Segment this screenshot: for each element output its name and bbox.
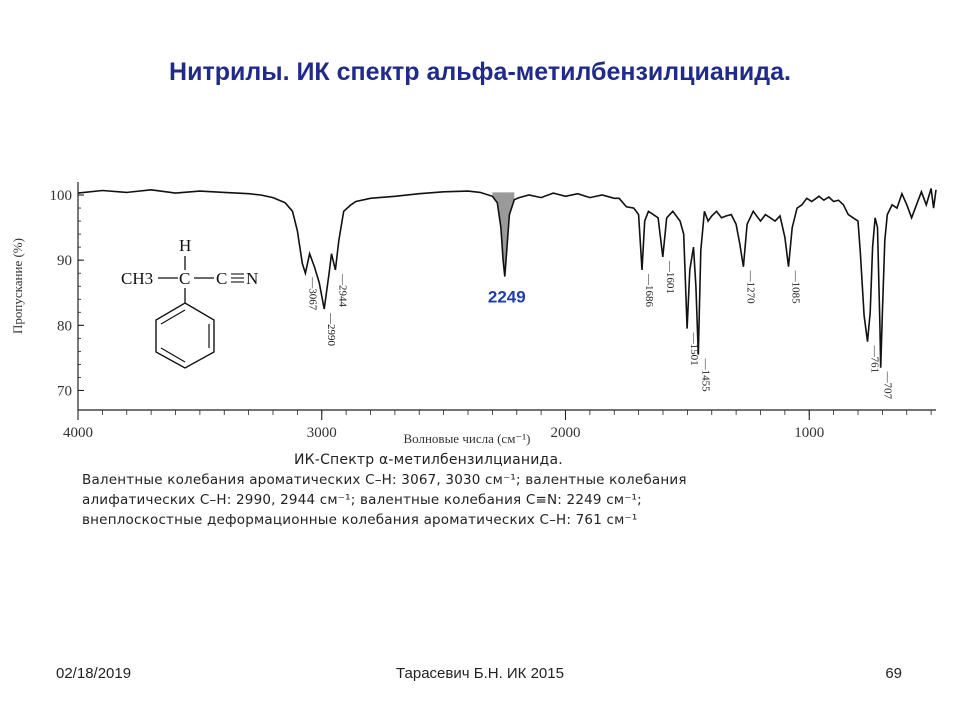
x-tick-label: 4000 [63, 425, 93, 441]
x-tick-label: 2000 [550, 425, 581, 441]
x-axis-title: Волновые числа (см⁻¹) [403, 431, 531, 446]
ir-spectrum-chart [0, 170, 960, 450]
molecule-structure [121, 236, 258, 368]
x-tick-label: 1000 [794, 425, 825, 441]
molecule-cn-c: C [216, 269, 228, 288]
peak-label: —1270 [744, 270, 757, 304]
y-tick-label: 70 [57, 383, 72, 400]
peak-labels [306, 260, 893, 400]
y-tick-label: 100 [49, 188, 72, 205]
slide-title: Нитрилы. ИК спектр альфа-метилбензилцианида. [169, 58, 791, 86]
peak-label: —2990 [325, 313, 338, 347]
molecule-h: H [179, 236, 192, 255]
y-axis-title: Пропускание (%) [10, 238, 25, 334]
peak-label: —3067 [306, 277, 319, 311]
footer-author: Тарасевич Б.Н. ИК 2015 [396, 665, 564, 682]
peak-label: —1085 [789, 270, 802, 304]
cn-peak-label: 2249 [487, 287, 526, 307]
peak-label: —1601 [663, 260, 676, 294]
y-tick-label: 90 [57, 253, 72, 270]
caption-title: ИК-Спектр α-метилбензилцианида. [294, 452, 563, 468]
x-tick-label: 3000 [306, 425, 337, 441]
peak-label: —1501 [688, 332, 701, 366]
footer-page-number: 69 [885, 665, 902, 682]
molecule-n: N [246, 269, 259, 288]
molecule-c: C [179, 269, 191, 288]
peak-label: —2944 [336, 273, 349, 307]
peak-label: —761 [868, 345, 881, 374]
caption-line-2: алифатических C–H: 2990, 2944 см⁻¹; валентные колебания C≡N: 2249 см⁻¹; [82, 492, 642, 508]
caption-line-3: внеплоскостные деформационные колебания ароматических C–H: 761 см⁻¹ [82, 512, 638, 528]
caption-line-1: Валентные колебания ароматических C–H: 3067, 3030 см⁻¹; валентные колебания [82, 472, 687, 488]
peak-label: —1686 [643, 273, 656, 307]
y-tick-label: 80 [57, 318, 72, 335]
peak-label: —707 [881, 371, 894, 400]
peak-label: —1455 [699, 358, 712, 392]
molecule-ch3: CH3 [121, 269, 154, 288]
benzene-ring [156, 303, 214, 368]
footer-date: 02/18/2019 [56, 665, 132, 682]
